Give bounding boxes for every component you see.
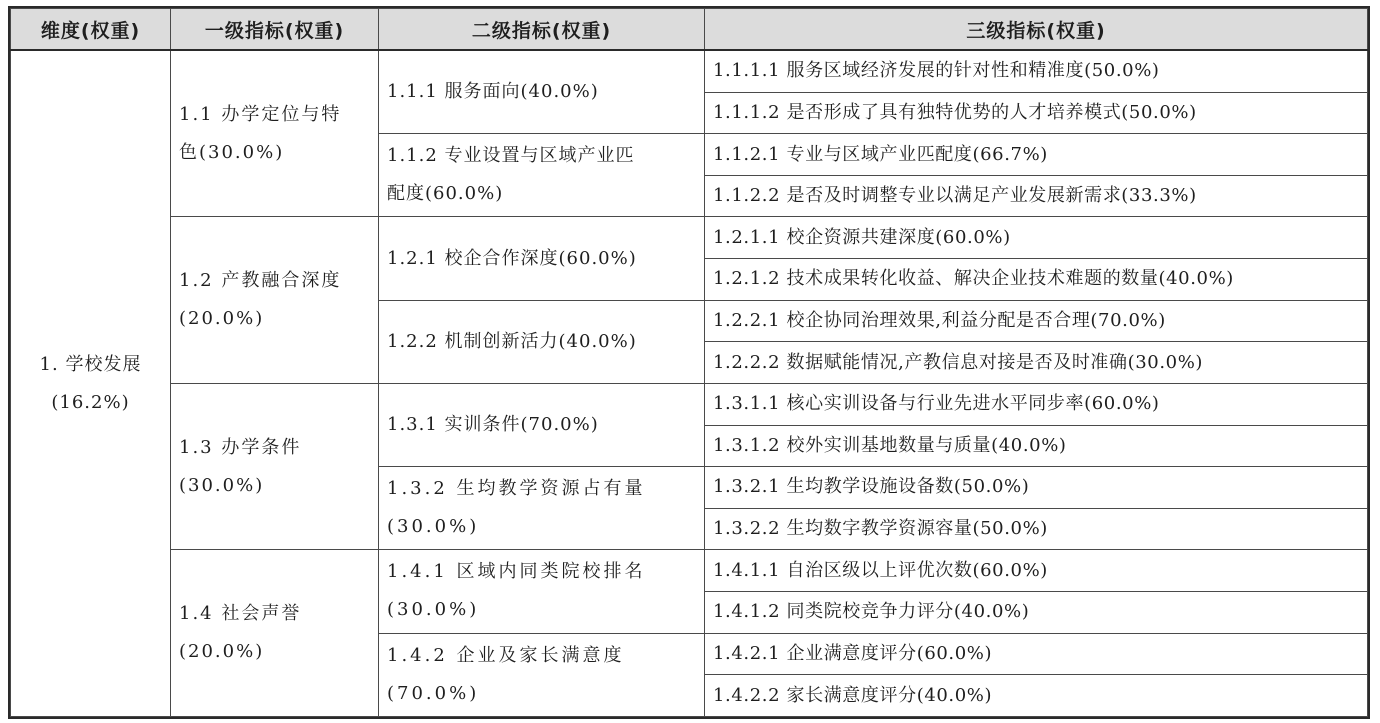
level2-cell bbox=[379, 467, 705, 550]
level3-cell: 1.3.1.1 核心实训设备与行业先进水平同步率(60.0%) bbox=[705, 383, 1368, 425]
indicator-table-frame bbox=[8, 6, 1370, 719]
table-row bbox=[11, 217, 1368, 259]
level2-text: (70.0%) bbox=[387, 682, 480, 704]
level3-cell: 1.1.2.2 是否及时调整专业以满足产业发展新需求(33.3%) bbox=[705, 175, 1368, 217]
level2-text: (30.0%) bbox=[387, 599, 480, 621]
level3-cell: 1.4.1.2 同类院校竞争力评分(40.0%) bbox=[705, 591, 1368, 633]
level3-cell: 1.4.1.1 自治区级以上评优次数(60.0%) bbox=[705, 550, 1368, 592]
level2-text: 1.2.1 校企合作深度(60.0%) bbox=[387, 247, 637, 269]
header-level1: 一级指标(权重) bbox=[171, 9, 379, 51]
level2-text: 1.3.2 生均教学资源占有量 bbox=[387, 478, 646, 500]
dimension-name: 1. 学校发展 bbox=[39, 353, 142, 375]
level3-cell: 1.1.2.1 专业与区域产业匹配度(66.7%) bbox=[705, 134, 1368, 176]
level2-text: 1.1.2 专业设置与区域产业匹 bbox=[387, 145, 635, 167]
level2-cell bbox=[379, 383, 705, 466]
level2-text: 1.1.1 服务面向(40.0%) bbox=[387, 81, 599, 103]
level2-text: 1.2.2 机制创新活力(40.0%) bbox=[387, 330, 637, 352]
level3-cell: 1.2.1.2 技术成果转化收益、解决企业技术难题的数量(40.0%) bbox=[705, 259, 1368, 301]
level2-cell bbox=[379, 633, 705, 716]
level3-cell: 1.2.2.1 校企协同治理效果,利益分配是否合理(70.0%) bbox=[705, 300, 1368, 342]
level1-text: 1.3 办学条件 bbox=[179, 436, 302, 458]
level1-text: 色(30.0%) bbox=[179, 141, 285, 163]
level3-cell: 1.2.1.1 校企资源共建深度(60.0%) bbox=[705, 217, 1368, 259]
level2-cell bbox=[379, 134, 705, 217]
header-level2: 二级指标(权重) bbox=[379, 9, 705, 51]
table-row bbox=[11, 383, 1368, 425]
header-row bbox=[11, 9, 1368, 51]
level2-cell bbox=[379, 550, 705, 633]
level2-text: 1.4.1 区域内同类院校排名 bbox=[387, 561, 646, 583]
level3-cell: 1.4.2.2 家长满意度评分(40.0%) bbox=[705, 675, 1368, 717]
level3-cell: 1.3.1.2 校外实训基地数量与质量(40.0%) bbox=[705, 425, 1368, 467]
level1-text: (20.0%) bbox=[179, 641, 265, 663]
level3-cell: 1.2.2.2 数据赋能情况,产教信息对接是否及时准确(30.0%) bbox=[705, 342, 1368, 384]
level2-cell bbox=[379, 50, 705, 134]
level1-text: 1.1 办学定位与特 bbox=[179, 103, 342, 125]
header-dimension: 维度(权重) bbox=[11, 9, 171, 51]
dimension-cell bbox=[11, 50, 171, 717]
level2-text: 1.4.2 企业及家长满意度 bbox=[387, 644, 625, 666]
level1-text: 1.2 产教融合深度 bbox=[179, 270, 342, 292]
level1-text: (20.0%) bbox=[179, 308, 265, 330]
table-row bbox=[11, 50, 1368, 92]
level1-cell bbox=[171, 217, 379, 383]
indicator-table bbox=[10, 8, 1368, 717]
level3-cell: 1.1.1.1 服务区域经济发展的针对性和精准度(50.0%) bbox=[705, 50, 1368, 92]
level1-cell bbox=[171, 383, 379, 549]
header-level3: 三级指标(权重) bbox=[705, 9, 1368, 51]
level3-cell: 1.3.2.2 生均数字教学资源容量(50.0%) bbox=[705, 508, 1368, 550]
level1-text: 1.4 社会声誉 bbox=[179, 603, 302, 625]
level2-text: 配度(60.0%) bbox=[387, 183, 504, 205]
level2-cell bbox=[379, 300, 705, 383]
table-row bbox=[11, 550, 1368, 592]
dimension-weight: (16.2%) bbox=[51, 391, 130, 413]
level3-cell: 1.3.2.1 生均教学设施设备数(50.0%) bbox=[705, 467, 1368, 509]
level2-cell bbox=[379, 217, 705, 300]
level1-cell bbox=[171, 50, 379, 217]
level3-cell: 1.1.1.2 是否形成了具有独特优势的人才培养模式(50.0%) bbox=[705, 92, 1368, 134]
level2-text: 1.3.1 实训条件(70.0%) bbox=[387, 414, 599, 436]
level3-cell: 1.4.2.1 企业满意度评分(60.0%) bbox=[705, 633, 1368, 675]
level2-text: (30.0%) bbox=[387, 516, 480, 538]
level1-cell bbox=[171, 550, 379, 717]
level1-text: (30.0%) bbox=[179, 474, 265, 496]
